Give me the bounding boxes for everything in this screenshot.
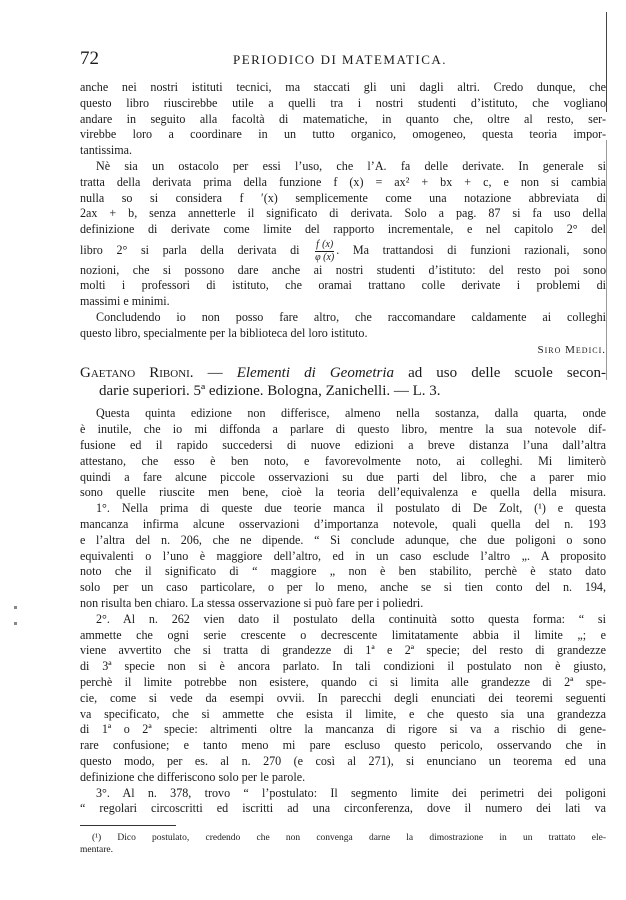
page-edge-line bbox=[606, 140, 607, 380]
text-line: viene avvertito che si tratta di grandezze di 1ª e 2ª specie; del resto di grandezze bbox=[80, 643, 606, 658]
text-line: definizione di derivate come limite del rapporto incrementale, e nel capitolo 2° del bbox=[80, 222, 606, 237]
text-line: non risulta ben chiaro. La stessa osservazione si può fare per i poliedri. bbox=[80, 596, 424, 611]
text-line: solo per un caso particolare, o per lo meno, anche se si tien conto del n. 194, bbox=[80, 580, 606, 595]
paragraph bbox=[80, 406, 606, 501]
text-line: questo modo, per es. al n. 270 (e così al 271), si enunciano un teorema ed una bbox=[80, 754, 606, 768]
text-line: noto che il significato di “ maggiore „ non è ben stabilito, perchè è stato dato bbox=[80, 564, 606, 579]
footnote-rule bbox=[80, 825, 176, 826]
margin-mark bbox=[14, 622, 17, 625]
paragraph bbox=[80, 159, 606, 310]
text-line: definizione che differiscono solo per le parole. bbox=[80, 769, 306, 784]
text-line: nulla so si considera f ′(x) semplicemente come una notazione abbreviata di bbox=[80, 190, 606, 205]
text-line: perchè il limite potrebbe non esistere, quando ci si limita alle grandezze di 2ª spe- bbox=[80, 675, 606, 690]
text-line: cie, come si vede da esempi ovvii. In parecchi degli enunciati dei teoremi seguenti bbox=[80, 690, 606, 705]
fraction-denominator: φ (x) bbox=[315, 251, 335, 263]
text-line: questo libro riuscirebbe utile a quelli tra i nostri studenti d’istituto, che vogliano bbox=[80, 95, 606, 110]
page-header bbox=[80, 48, 600, 74]
text-line: 3°. Al n. 378, trovo “ l’postulato: Il segmento limite dei perimetri dei poligoni bbox=[96, 785, 606, 800]
text-line: 2ax + b, senza annetterle il significato di derivata. Solo a pag. 87 si fa uso della bbox=[80, 206, 606, 221]
text-line: tantissima. bbox=[80, 143, 133, 158]
footnote bbox=[80, 832, 606, 856]
text-line: questo libro, specialmente per la biblioteca del loro istituto. bbox=[80, 325, 368, 340]
margin-mark bbox=[14, 606, 17, 609]
text-line: virebbe loro a coordinare in un tutto organico, omogeneo, questa teoria impor- bbox=[80, 127, 606, 142]
page-number: 72 bbox=[80, 48, 99, 69]
text-line: nozioni, che si possono dare anche ai nostri studenti d’istituto: del resto poi sono bbox=[80, 262, 606, 277]
text-line: “ regolari circoscritti ed iscritti ad una circonferenza, dove il numero dei lati va bbox=[80, 801, 606, 816]
text-line: va specificato, che si ammette che esista il limite, e che questo sia una grandezza bbox=[80, 706, 606, 721]
paragraph bbox=[80, 612, 606, 786]
text-line: di 1ª o 2ª specie: altrimenti oltre la mancanza di rigore si va a rischio di gene- bbox=[80, 722, 606, 737]
text-line: molti i professori di istituto, che oramai trattano colle derivate i problemi di bbox=[80, 278, 606, 293]
author-signature: Siro Medici. bbox=[537, 343, 606, 356]
review-heading bbox=[80, 364, 606, 382]
paragraph bbox=[80, 786, 606, 818]
footnote-line: mentare. bbox=[80, 845, 113, 856]
heading-dash: — bbox=[193, 365, 237, 382]
running-title: PERIODICO DI MATEMATICA. bbox=[232, 52, 448, 67]
text-line: Concludendo io non posso fare altro, che raccomandare caldamente ai colleghi bbox=[96, 310, 606, 325]
text-line: mancanza infirma alcune osservazioni d’importanza notevole, quali quella del n. 193 bbox=[80, 517, 606, 532]
text-line: anche nei nostri istituti tecnici, ma staccati gli uni dagli altri. Credo dunque, che bbox=[80, 80, 606, 94]
text-line: sono quelle riuscite men bene, cioè la teoria dell’equivalenza e quella della misura. bbox=[80, 485, 606, 500]
footnote-line: (¹) Dico postulato, credendo che non convenga darne la dimostrazione in un trattato ele- bbox=[92, 833, 606, 844]
heading-text: ad uso delle scuole secon- bbox=[394, 365, 606, 382]
fraction-numerator: f (x) bbox=[316, 238, 334, 250]
text-line: e l’altra del n. 206, che ne dipende. “ Si conclude adunque, che due poligoni o sono bbox=[80, 532, 606, 547]
text-line: attestano, che esso è ben noto, e favorevolmente noto, ai colleghi. Mi limiterò bbox=[80, 453, 606, 468]
text-line: equivalenti o l’uno è maggiore dell’altro, ed in un caso esclude l’altro „. A proposito bbox=[80, 548, 606, 563]
review-heading-line: darie superiori. 5ª edizione. Bologna, Zanichelli. — L. 3. bbox=[99, 383, 441, 400]
text-line-with-fraction bbox=[80, 238, 606, 263]
paragraph bbox=[80, 310, 606, 342]
text-line: rare confusione; e tanto meno mi pare escluso questo pericolo, osservando che in bbox=[80, 738, 606, 753]
text-line: di 3ª specie non si è ancora parlato. In tali condizioni il postulato non è giusto, bbox=[80, 659, 606, 674]
text-fragment: libro 2° si parla della derivata di bbox=[80, 242, 300, 257]
text-line: massimi e minimi. bbox=[80, 294, 170, 309]
text-line: ammette che ogni serie crescente o decrescente limitatamente abbia il limite „; e bbox=[80, 627, 606, 642]
paragraph bbox=[80, 501, 606, 612]
text-line: Nè sia un ostacolo per essi l’uso, che l’A. fa delle derivate. In generale si bbox=[96, 158, 606, 173]
paragraph bbox=[80, 80, 606, 159]
text-line: fusione ed il rapido succedersi di nuove edizioni a breve distanza l’una dall’altra bbox=[80, 438, 606, 453]
book-title: Elementi di Geometria bbox=[236, 365, 394, 382]
review-author: Gaetano Riboni. bbox=[80, 365, 194, 382]
text-line: 1°. Nella prima di queste due teorie manca il postulato di De Zolt, (¹) e questa bbox=[96, 501, 606, 516]
page-body bbox=[80, 80, 606, 856]
page-edge-line bbox=[606, 12, 607, 112]
text-line: tratta della derivata prima della funzione f (x) = ax² + bx + c, e non si cambia bbox=[80, 174, 606, 189]
text-fragment: . Ma trattandosi di funzioni razionali, sono bbox=[336, 242, 606, 257]
text-line: quindi a fare alcune piccole osservazioni su due parti del libro, che a parer mio bbox=[80, 469, 606, 484]
text-line: Questa quinta edizione non differisce, almeno nella sostanza, dalla quarta, onde bbox=[96, 406, 606, 421]
text-line: andare in seguito alla facoltà di matematiche, in quanto che, oltre al resto, ser- bbox=[80, 111, 606, 126]
fraction bbox=[315, 240, 334, 263]
text-line: è inutile, che io mi diffonda a parlare di questo libro, mentre la sua notevole dif- bbox=[80, 422, 606, 437]
text-line: 2°. Al n. 262 vien dato il postulato della continuità sotto questa forma: “ si bbox=[96, 611, 606, 626]
